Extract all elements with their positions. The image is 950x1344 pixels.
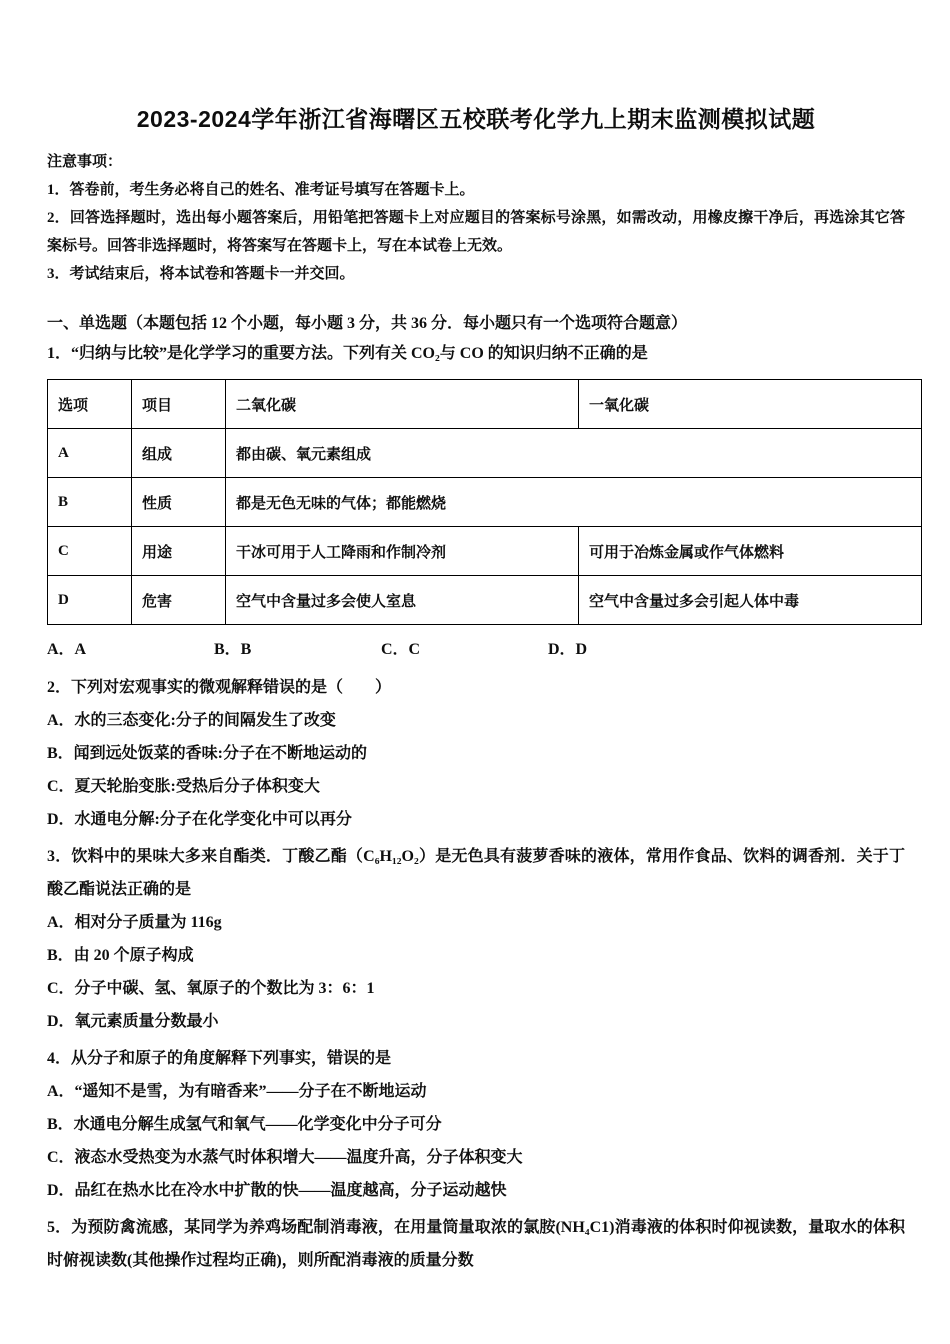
q1-row-a-item: 组成: [132, 429, 226, 478]
q1-table-row-c: [48, 527, 922, 576]
notice-item-1: 1．答卷前，考生务必将自己的姓名、准考证号填写在答题卡上。: [47, 182, 475, 198]
q2-option-a: A．水的三态变化:分子的间隔发生了改变: [47, 712, 336, 729]
q1-table-row-d: [48, 576, 922, 625]
q3-option-b: B．由 20 个原子构成: [47, 947, 194, 964]
q3-option-c: C．分子中碳、氢、氧原子的个数比为 3：6：1: [47, 980, 375, 997]
question-3-text: 3．饮料中的果味大多来自酯类．丁酸乙酯（C₆H₁₂O₂）是无色具有菠萝香味的液体，常用作食品、饮料的调香剂．关于丁酸乙酯说法正确的是: [47, 848, 905, 898]
q1-header-option: 选项: [48, 380, 132, 429]
q1-row-a-label: A: [48, 429, 132, 478]
q1-option-a: A．A: [47, 641, 87, 658]
q4-option-d: D．品红在热水比在冷水中扩散的快——温度越高，分子运动越快: [47, 1182, 507, 1199]
q1-option-c: C．C: [381, 641, 421, 658]
q2-option-b: B．闻到远处饭菜的香味:分子在不断地运动的: [47, 745, 368, 762]
q2-option-d: D．水通电分解:分子在化学变化中可以再分: [47, 811, 352, 828]
q1-row-d-co2: 空气中含量过多会使人室息: [226, 576, 579, 625]
q1-row-d-co: 空气中含量过多会引起人体中毒: [579, 576, 922, 625]
q1-row-c-label: C: [48, 527, 132, 576]
notice-heading: 注意事项：: [47, 154, 123, 170]
notice-item-2: 2．回答选择题时，选出每小题答案后，用铅笔把答题卡上对应题目的答案标号涂黑，如需改动，用橡皮擦干净后，再选涂其它答案标号。回答非选择题时，将答案写在答题卡上，写在本试卷上无效。: [47, 210, 905, 254]
q1-row-b-label: B: [48, 478, 132, 527]
q3-option-d: D．氧元素质量分数最小: [47, 1013, 219, 1030]
q1-header-co2: 二氧化碳: [226, 380, 579, 429]
q1-row-b-item: 性质: [132, 478, 226, 527]
q1-row-c-co2: 干冰可用于人工降雨和作制冷剂: [226, 527, 579, 576]
q2-option-c: C．夏天轮胎变胀:受热后分子体积变大: [47, 778, 320, 795]
q1-row-a-content: 都由碳、氧元素组成: [226, 429, 922, 478]
page-title: 2023-2024学年浙江省海曙区五校联考化学九上期末监测模拟试题: [136, 106, 816, 132]
q1-row-c-item: 用途: [132, 527, 226, 576]
question-1-text: 1．“归纳与比较”是化学学习的重要方法。下列有关 CO₂与 CO 的知识归纳不正确的是: [47, 345, 648, 362]
q3-option-a: A．相对分子质量为 116g: [47, 914, 222, 931]
q1-table-header-row: [48, 380, 922, 429]
q1-option-d: D．D: [548, 641, 588, 658]
q1-table-row-b: [48, 478, 922, 527]
q1-comparison-table: [47, 379, 922, 625]
notice-item-3: 3．考试结束后，将本试卷和答题卡一并交回。: [47, 266, 355, 282]
q1-header-item: 项目: [132, 380, 226, 429]
question-5-text: 5．为预防禽流感，某同学为养鸡场配制消毒液，在用量筒量取浓的氯胺(NH₄C1)消毒液的体积时仰视读数，量取水的体积时俯视读数(其他操作过程均正确)，则所配消毒液的质量分数: [47, 1219, 905, 1269]
question-2-text: 2．下列对宏观事实的微观解释错误的是（ ）: [47, 679, 392, 696]
q1-row-d-item: 危害: [132, 576, 226, 625]
question-4-text: 4．从分子和原子的角度解释下列事实，错误的是: [47, 1050, 392, 1067]
q4-option-b: B．水通电分解生成氢气和氧气——化学变化中分子可分: [47, 1116, 442, 1133]
q1-row-b-content: 都是无色无味的气体；都能燃烧: [226, 478, 922, 527]
q1-option-b: B．B: [214, 641, 252, 658]
q4-option-c: C．液态水受热变为水蒸气时体积增大——温度升高，分子体积变大: [47, 1149, 523, 1166]
q4-option-a: A．“遥知不是雪，为有暗香来”——分子在不断地运动: [47, 1083, 427, 1100]
q1-table-row-a: [48, 429, 922, 478]
q1-row-d-label: D: [48, 576, 132, 625]
section-1-heading: 一、单选题（本题包括 12 个小题，每小题 3 分，共 36 分．每小题只有一个选项符合题意）: [47, 315, 688, 332]
q1-row-c-co: 可用于冶炼金属或作气体燃料: [579, 527, 922, 576]
q1-header-co: 一氧化碳: [579, 380, 922, 429]
question-1-options-row: [47, 637, 905, 663]
